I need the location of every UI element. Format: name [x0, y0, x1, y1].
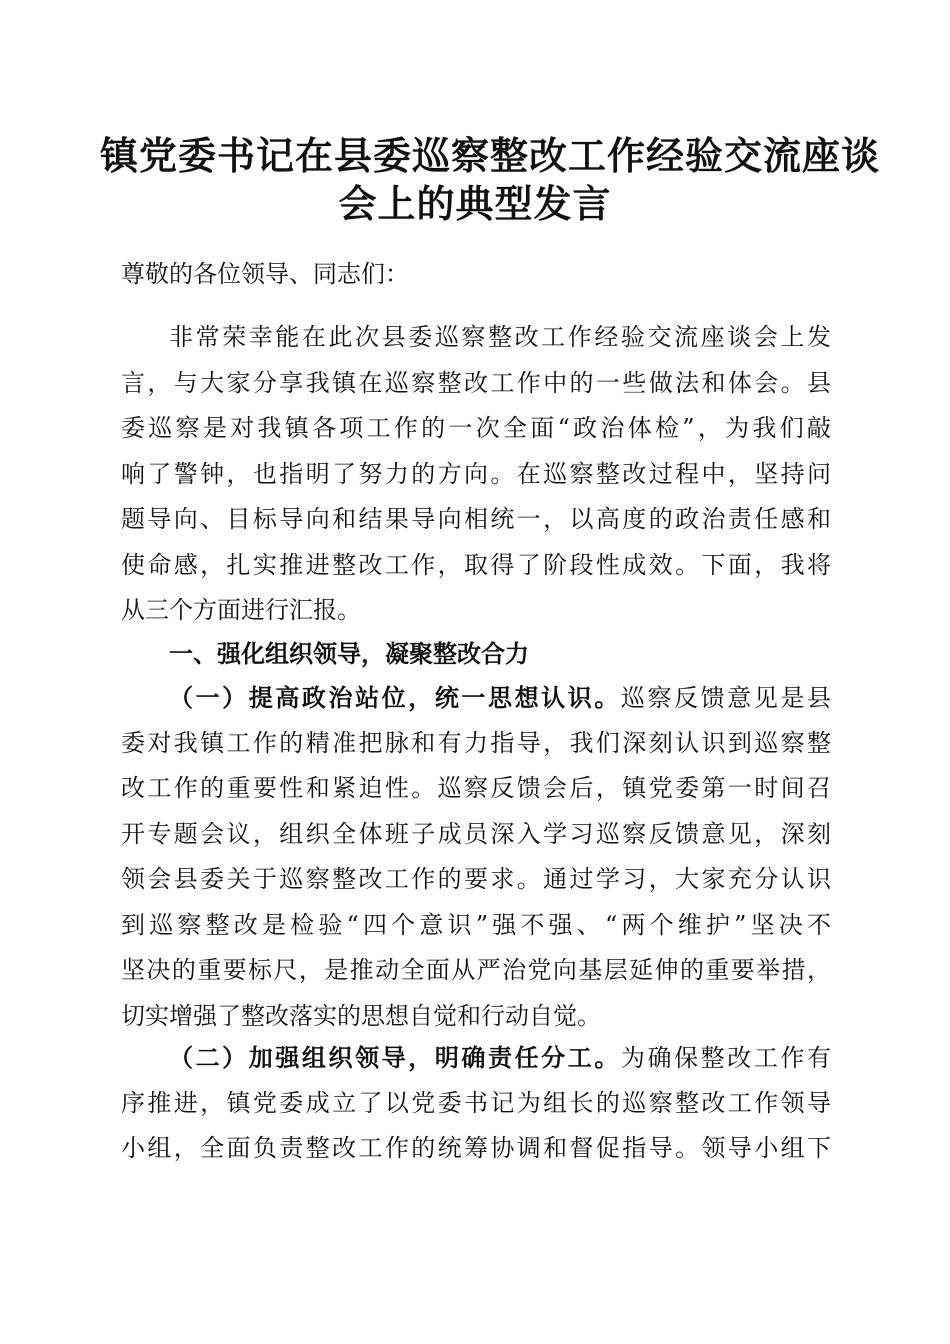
title-line-2: 会上的典型发言	[338, 181, 612, 226]
paragraph-line: 领会县委关于巡察整改工作的要求。通过学习，大家充分认识	[121, 865, 831, 893]
paragraph-line: 委对我镇工作的精准把脉和有力指导，我们深刻认识到巡察整	[121, 728, 831, 757]
paragraph-line: 从三个方面进行汇报。	[121, 596, 361, 624]
paragraph-line: 到巡察整改是检验“四个意识”强不强、“两个维护”坚决不	[121, 910, 831, 939]
paragraph-line: 使命感，扎实推进整改工作，取得了阶段性成效。下面，我将	[121, 550, 831, 579]
title-line-1: 镇党委书记在县委巡察整改工作经验交流座谈	[100, 133, 881, 178]
subsection-1-paragraph	[121, 675, 831, 1039]
section-heading: 一、强化组织领导，凝聚整改合力	[169, 640, 529, 668]
paragraph-line: 题导向、目标导向和结果导向相统一，以高度的政治责任感和	[121, 505, 831, 533]
intro-paragraph	[121, 315, 831, 634]
paragraph-text: 巡察反馈意见是县	[620, 684, 832, 712]
paragraph-text: 为确保整改工作有	[620, 1044, 832, 1072]
paragraph-line: 坚决的重要标尺，是推动全面从严治党向基层延伸的重要举措，	[121, 956, 831, 984]
salutation: 尊敬的各位领导、同志们：	[121, 260, 409, 288]
paragraph-line: 开专题会议，组织全体班子成员深入学习巡察反馈意见，深刻	[121, 819, 831, 848]
paragraph-line	[121, 1035, 831, 1081]
paragraph-line: 响了警钟，也指明了努力的方向。在巡察整改过程中，坚持问	[121, 459, 831, 488]
paragraph-line: 非常荣幸能在此次县委巡察整改工作经验交流座谈会上发	[169, 323, 831, 351]
paragraph-line: 序推进，镇党委成立了以党委书记为组长的巡察整改工作领导	[121, 1088, 831, 1117]
paragraph-line	[121, 675, 831, 721]
paragraph-line: 改工作的重要性和紧迫性。巡察反馈会后，镇党委第一时间召	[121, 774, 831, 802]
paragraph-line: 委巡察是对我镇各项工作的一次全面“政治体检”，为我们敲	[121, 414, 831, 442]
document-title	[100, 132, 881, 228]
paragraph-line: 言，与大家分享我镇在巡察整改工作中的一些做法和体会。县	[121, 368, 831, 397]
subsection-2-paragraph	[121, 1035, 831, 1172]
subsection-heading: （一）提高政治站位，统一思想认识。	[169, 683, 621, 712]
paragraph-line: 小组，全面负责整改工作的统筹协调和督促指导。领导小组下	[121, 1134, 831, 1162]
subsection-heading: （二）加强组织领导，明确责任分工。	[169, 1043, 621, 1072]
paragraph-line: 切实增强了整改落实的思想自觉和行动自觉。	[121, 1001, 601, 1030]
